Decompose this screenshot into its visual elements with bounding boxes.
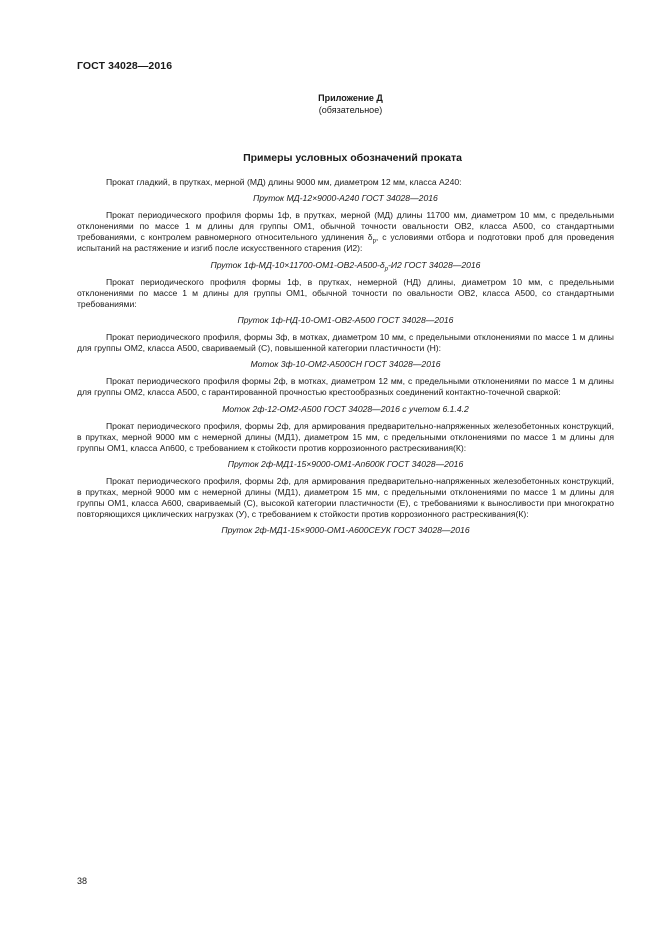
example-description: Прокат периодического профиля формы 1ф, в прутках, немерной (НД) длины, диаметром 10 мм, с предельными отклонениями по массе 1 м длины для группы ОМ1, обычной точности по овальности ОВ2, класса А500, со стандартными требованиями:	[77, 276, 614, 309]
example-designation: Пруток 2ф-МД1-15×9000-ОМ1-Ап600К ГОСТ 34028—2016	[227, 458, 464, 469]
example-designation: Пруток $1ф-МД-10\times 11700-ОМ1-ОВ2-А500-\delta_p-И2$ ГОСТ 34028—2016	[210, 259, 481, 273]
example-designation: Пруток 2ф-МД1-15×9000-ОМ1-А600СЕУК ГОСТ 34028—2016	[221, 525, 470, 536]
page-number: 38	[77, 876, 88, 886]
example-description: Прокат периодического профиля, формы 2ф, для армирования предварительно-напряженных железобетонных конструкций, в прутках, мерной 9000 мм с немерной длины (МД1), диаметром 15 мм, с предельными отклонениями по массе 1 м длины для группы ОМ1, класса А600, свариваемый (С), высокой категории пластичности (Е), с требованиями к выносливости при многократно повторяющихся циклических нагрузках (У), с требованием к стойкости против коррозионного растрескивания(К):	[77, 475, 614, 520]
example-designation: Моток 3ф-10-ОМ2-А500СН ГОСТ 34028—2016	[250, 359, 441, 370]
example-description: Прокат гладкий, в прутках, мерной (МД) длины 9000 мм, диаметром 12 мм, класса А240:	[106, 177, 462, 187]
appendix-subtitle: (обязательное)	[318, 105, 383, 115]
document-code-header: ГОСТ 34028—2016	[77, 60, 173, 72]
section-title: Примеры условных обозначений проката	[243, 152, 462, 164]
examples-list	[77, 177, 614, 542]
example-designation: Пруток МД-12×9000-А240 ГОСТ 34028—2016	[253, 193, 438, 204]
example-designation: Моток 2ф-12-ОМ2-А500 ГОСТ 34028—2016 с учетом 6.1.4.2	[222, 403, 469, 414]
appendix-title: Приложение Д	[318, 93, 383, 103]
example-description: Прокат периодического профиля формы 1ф, в прутках, мерной (МД) длины 11700 мм, диаметром 10 мм, с предельными отклонениями по массе 1 м длины для группы ОМ1, обычной точности овальности ОВ2, класса А500, со стандартными требованиями, с контролем равномерного относительного удлинения $\delta_p$, с условиями отбора и подготовки проб для проведения испытаний на растяжение и изгиб после искусственного старения (И2):	[77, 210, 614, 254]
example-description: Прокат периодического профиля, формы 3ф, в мотках, диаметром 10 мм, с предельными отклонениями по массе 1 м длины для группы ОМ2, класса А500, свариваемый (С), повышенной категории пластичности (Н):	[77, 332, 614, 354]
appendix-heading	[0, 92, 661, 116]
example-designation: Пруток 1ф-НД-10-ОМ1-ОВ2-А500 ГОСТ 34028—2016	[237, 314, 454, 325]
example-description: Прокат периодического профиля, формы 2ф, для армирования предварительно-напряженных железобетонных конструкций, в прутках, мерной 9000 мм с немерной длины (МД1), диаметром 15 мм, с предельными отклонениями по массе 1 м длины для группы ОМ1, класса Ап600, с требованием к стойкости против коррозионного растрескивания(К):	[77, 420, 614, 453]
example-description: Прокат периодического профиля формы 2ф, в мотках, диаметром 12 мм, с предельными отклонениями по массе 1 м длины для группы ОМ2, класса А500, с гарантированной прочностью крестообразных соединений контактно-точечной сваркой:	[77, 376, 614, 398]
